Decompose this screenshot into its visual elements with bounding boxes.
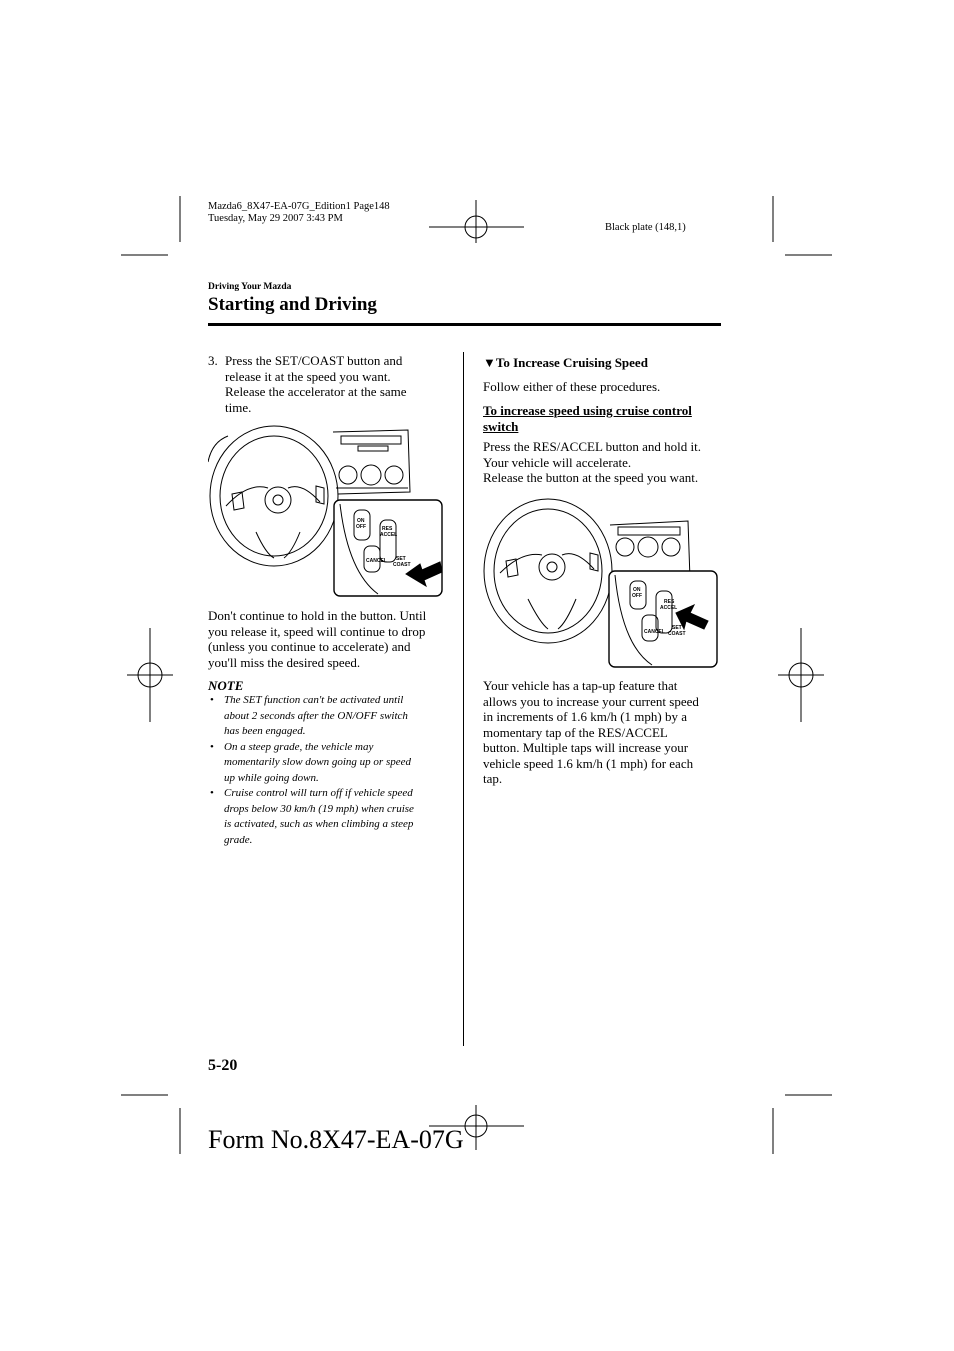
print-date-line: Tuesday, May 29 2007 3:43 PM [208, 213, 343, 224]
note-item: • On a steep grade, the vehicle may momentarily slow down going up or speed up while going down. [210, 740, 411, 784]
right-fig-coast: COAST [668, 631, 686, 637]
triangle-down-icon: ▼ [483, 355, 496, 370]
right-fig-set: SET [672, 625, 682, 631]
left-fig-accel: ACCEL [380, 532, 398, 538]
right-fig-accel: ACCEL [660, 605, 678, 611]
tap-up-paragraph: Your vehicle has a tap-up feature that allows you to increase your current speed in increments of 1.6 km/h (1 mph) by a momentary tap of the RES/ACCEL button. Multiple taps will increase your vehicle speed 1.6 km/h (1 mph) for each tap. [483, 678, 699, 786]
column-divider [463, 352, 464, 1046]
right-fig-off: OFF [632, 593, 642, 599]
header-rule [208, 323, 721, 326]
left-fig-cancel: CANCEL [366, 558, 387, 564]
note-heading: NOTE [208, 678, 244, 693]
section-title: Starting and Driving [208, 294, 377, 315]
right-fig-on: ON [633, 587, 641, 593]
page-number: 5-20 [208, 1057, 238, 1074]
cruise-switch-subheading: To increase speed using cruise control switch [483, 403, 692, 434]
step-3-text: Press the SET/COAST button and release it at the speed you want. Release the accelerator at the same time. [225, 353, 407, 415]
left-fig-coast: COAST [393, 562, 411, 568]
left-fig-res: RES [382, 526, 393, 532]
right-fig-res: RES [664, 599, 675, 605]
print-file-line: Mazda6_8X47-EA-07G_Edition1 Page148 [208, 201, 390, 212]
steering-wheel-set-coast-illustration [208, 422, 448, 600]
step-number: 3. [208, 353, 218, 368]
left-fig-on: ON [357, 518, 365, 524]
left-paragraph: Don't continue to hold in the button. Until you release it, speed will continue to drop (unless you continue to accelerate) and you'll miss the desired speed. [208, 608, 427, 670]
left-fig-off: OFF [356, 524, 366, 530]
intro-text: Follow either of these procedures. [483, 379, 661, 394]
right-fig-cancel: CANCEL [644, 629, 665, 635]
instruction-text: Press the RES/ACCEL button and hold it. Your vehicle will accelerate. Release the button at the speed you want. [483, 439, 701, 485]
section-kicker: Driving Your Mazda [208, 282, 292, 292]
steering-wheel-res-accel-illustration [482, 495, 722, 671]
form-number: Form No.8X47-EA-07G [208, 1125, 464, 1154]
increase-speed-heading: ▼To Increase Cruising Speed [483, 355, 648, 370]
left-fig-set: SET [396, 556, 406, 562]
note-list [208, 693, 453, 848]
black-plate-label: Black plate (148,1) [605, 222, 686, 233]
note-item: • The SET function can't be activated until about 2 seconds after the ON/OFF switch has been engaged. [210, 694, 408, 737]
note-item: • Cruise control will turn off if vehicle speed drops below 30 km/h (19 mph) when cruise is activated, such as when climbing a steep grade. [210, 787, 414, 846]
